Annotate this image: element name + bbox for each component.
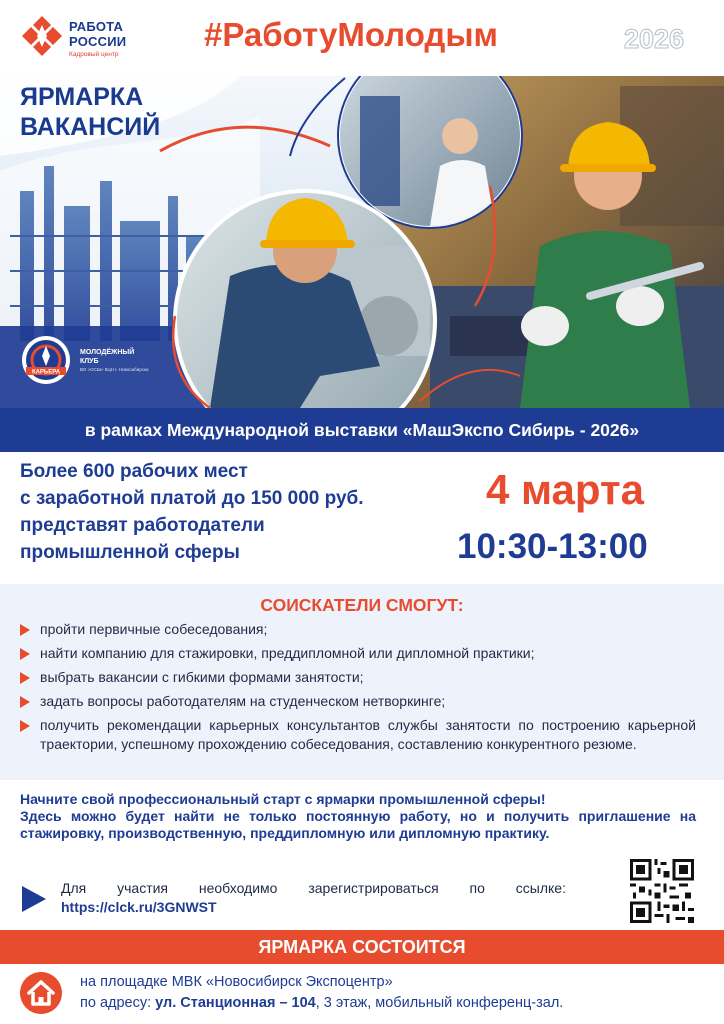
youth-club-badge <box>20 334 160 388</box>
venue-line-1: на площадке МВК «Новосибирск Экспоцентр» <box>80 974 393 990</box>
logo-line-1: РАБОТА <box>69 19 124 34</box>
rabota-rossii-logo[interactable] <box>22 14 142 60</box>
logo-line-3: Кадровый центр <box>69 51 119 58</box>
list-item-text: задать вопросы работодателям на студенческом нетворкинге; <box>40 693 446 709</box>
offer-line: промышленной сферы <box>20 542 240 563</box>
list-item-text: найти компанию для стажировки, преддипломной или дипломной практики; <box>40 645 535 661</box>
fair-title <box>20 82 160 142</box>
applicants-list <box>20 620 696 759</box>
start-section <box>0 780 724 930</box>
qr-code-icon[interactable] <box>630 859 694 923</box>
hashtag-title: #РаботуМолодым <box>204 16 498 53</box>
triangle-bullet-icon <box>20 648 30 660</box>
play-arrow-icon <box>20 884 48 914</box>
fair-title-line-1: ЯРМАРКА <box>20 83 144 111</box>
list-item <box>20 716 696 754</box>
event-date: 4 марта <box>486 466 644 513</box>
exhibition-banner <box>0 408 724 452</box>
list-item <box>20 644 696 663</box>
club-line-3: ВО «ОСШ» КЦН г. Новосибирска <box>80 367 149 372</box>
home-icon <box>20 972 62 1014</box>
registration-text: Для участия необходимо зарегистрироваться по ссылке: <box>61 880 566 896</box>
offer-section <box>0 452 724 584</box>
club-line-2: КЛУБ <box>80 358 99 365</box>
offer-line: представят работодатели <box>20 515 265 536</box>
list-item <box>20 620 696 639</box>
venue-section <box>0 964 724 1024</box>
venue-text <box>80 972 563 1014</box>
triangle-bullet-icon <box>20 624 30 636</box>
venue-prefix: по адресу: <box>80 995 156 1011</box>
applicants-title: СОИСКАТЕЛИ СМОГУТ: <box>260 595 464 615</box>
offer-line: с заработной платой до 150 000 руб. <box>20 488 364 509</box>
venue-suffix: , 3 этаж, мобильный конференц-зал. <box>315 995 564 1011</box>
list-item <box>20 668 696 687</box>
rabota-rossii-logo-icon <box>22 14 62 60</box>
applicants-section <box>0 584 724 780</box>
year-label: 2026 <box>624 24 685 54</box>
offer-line: Более 600 рабочих мест <box>20 461 248 482</box>
registration-block <box>61 879 566 917</box>
header <box>0 0 724 76</box>
exhibition-banner-text: в рамках Международной выставки «МашЭкспо Сибирь - 2026» <box>84 420 640 440</box>
venue-line-2 <box>80 993 563 1014</box>
triangle-bullet-icon <box>20 720 30 732</box>
venue-street: ул. Станционная – 104 <box>155 995 316 1011</box>
fair-will-take-place-text: ЯРМАРКА СОСТОИТСЯ <box>258 937 466 957</box>
event-time: 10:30-13:00 <box>457 527 648 566</box>
start-text <box>20 791 696 842</box>
registration-link[interactable]: https://clck.ru/3GNWST <box>61 899 217 915</box>
triangle-bullet-icon <box>20 672 30 684</box>
fair-title-line-2: ВАКАНСИЙ <box>20 113 161 141</box>
list-item-text: получить рекомендации карьерных консультантов службы занятости по построению карьерной траектории, успешному прохождению собеседования, составлению конкурентного резюме. <box>40 717 696 752</box>
triangle-bullet-icon <box>20 696 30 708</box>
hero-section <box>0 76 724 408</box>
fair-will-take-place-banner <box>0 930 724 964</box>
list-item-text: пройти первичные собеседования; <box>40 621 268 637</box>
club-line-1: МОЛОДЁЖНЫЙ <box>80 349 135 356</box>
offer-text <box>20 458 364 566</box>
club-badge-label: КАРЬЕРА <box>31 369 61 376</box>
karera-badge-icon <box>20 334 72 386</box>
logo-line-2: РОССИИ <box>69 34 127 49</box>
start-headline: Начните свой профессиональный старт с ярмарки промышленной сферы! <box>20 791 546 807</box>
list-item <box>20 692 696 711</box>
start-body: Здесь можно будет найти не только постоянную работу, но и получить приглашение на стажировку, производственную, преддипломную или дипломную практику. <box>20 808 696 841</box>
list-item-text: выбрать вакансии с гибкими формами занятости; <box>40 669 364 685</box>
